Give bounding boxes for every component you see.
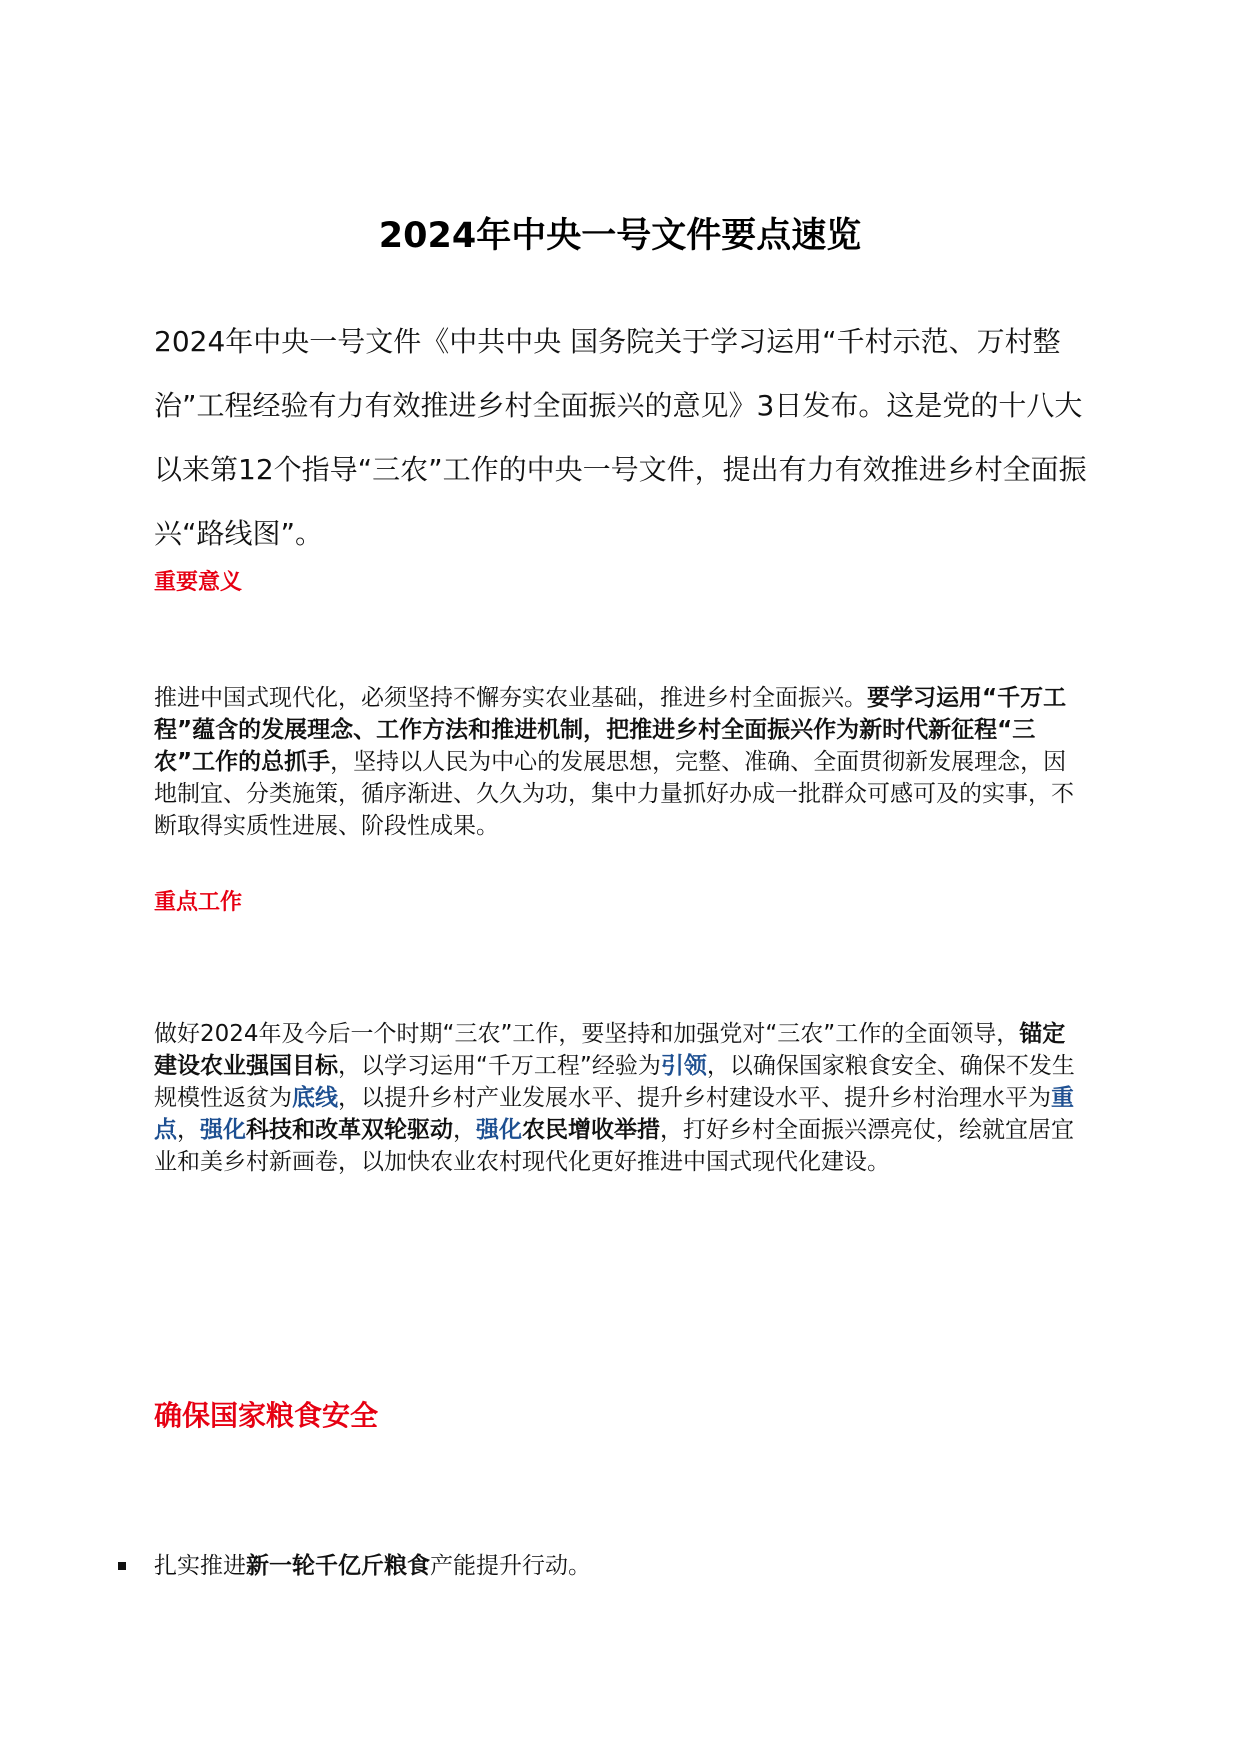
bold-run: 要学习运用“千万工程”蕴含的发展理念、工作方法和推进机制，把推进乡村全面振兴作为新时代新征程“三农”工作的总抓手 (154, 685, 1067, 775)
text-run: ，以学习运用“千万工程”经验为 (338, 1053, 661, 1079)
bold-run: 科技和改革双轮驱动 (246, 1117, 453, 1143)
bold-run: 新一轮千亿斤粮食 (246, 1553, 430, 1579)
text-run: 推进中国式现代化，必须坚持不懈夯实农业基础，推进乡村全面振兴。 (154, 685, 867, 711)
bullet-text (154, 1548, 591, 1584)
bold-run: 农民增收举措 (522, 1117, 660, 1143)
keyword-run: 底线 (292, 1085, 338, 1111)
text-run: ，以确保国家粮食安全、确保不发生规模性返贫为 (154, 1053, 1075, 1111)
text-run: ，坚持以人民为中心的发展思想，完整、准确、全面贯彻新发展理念，因地制宜、分类施策，循序渐进、久久为功，集中力量抓好办成一批群众可感可及的实事，不断取得实质性进展、阶段性成果。 (154, 749, 1074, 839)
text-run: 扎实推进 (154, 1553, 246, 1579)
intro-paragraph: 2024年中央一号文件《中共中央 国务院关于学习运用“千村示范、万村整治”工程经验有力有效推进乡村全面振兴的意见》3日发布。这是党的十八大以来第12个指导“三农”工作的中央一号文件，提出有力有效推进乡村全面振兴“路线图”。 (154, 325, 1087, 550)
bold-run: 锚定建设农业强国目标 (154, 1021, 1066, 1079)
keyword-run: 强化 (476, 1117, 522, 1143)
key-work-paragraph (154, 1018, 1088, 1178)
keyword-run: 引领 (660, 1053, 707, 1079)
text-run: ，打好乡村全面振兴漂亮仗，绘就宜居宜业和美乡村新画卷，以加快农业农村现代化更好推进中国式现代化建设。 (154, 1117, 1074, 1175)
text-run: 做好2024年及今后一个时期“三农”工作，要坚持和加强党对“三农”工作的全面领导， (154, 1021, 1020, 1047)
text-run: ，以提升乡村产业发展水平、提升乡村建设水平、提升乡村治理水平为 (338, 1085, 1051, 1111)
text-run: ， (453, 1117, 476, 1143)
section-heading-significance: 重要意义 (154, 570, 243, 595)
text-run: 产能提升行动。 (430, 1553, 591, 1579)
section-heading-key-work: 重点工作 (154, 890, 243, 915)
significance-paragraph (154, 682, 1088, 842)
keyword-run: 重点 (154, 1085, 1074, 1143)
document-title: 2024年中央一号文件要点速览 (378, 216, 862, 257)
keyword-run: 强化 (200, 1117, 246, 1143)
bullet-square-icon (118, 1562, 126, 1570)
food-security-bullet (118, 1548, 1098, 1584)
section-heading-food-security: 确保国家粮食安全 (154, 1399, 379, 1432)
text-run: ， (177, 1117, 200, 1143)
